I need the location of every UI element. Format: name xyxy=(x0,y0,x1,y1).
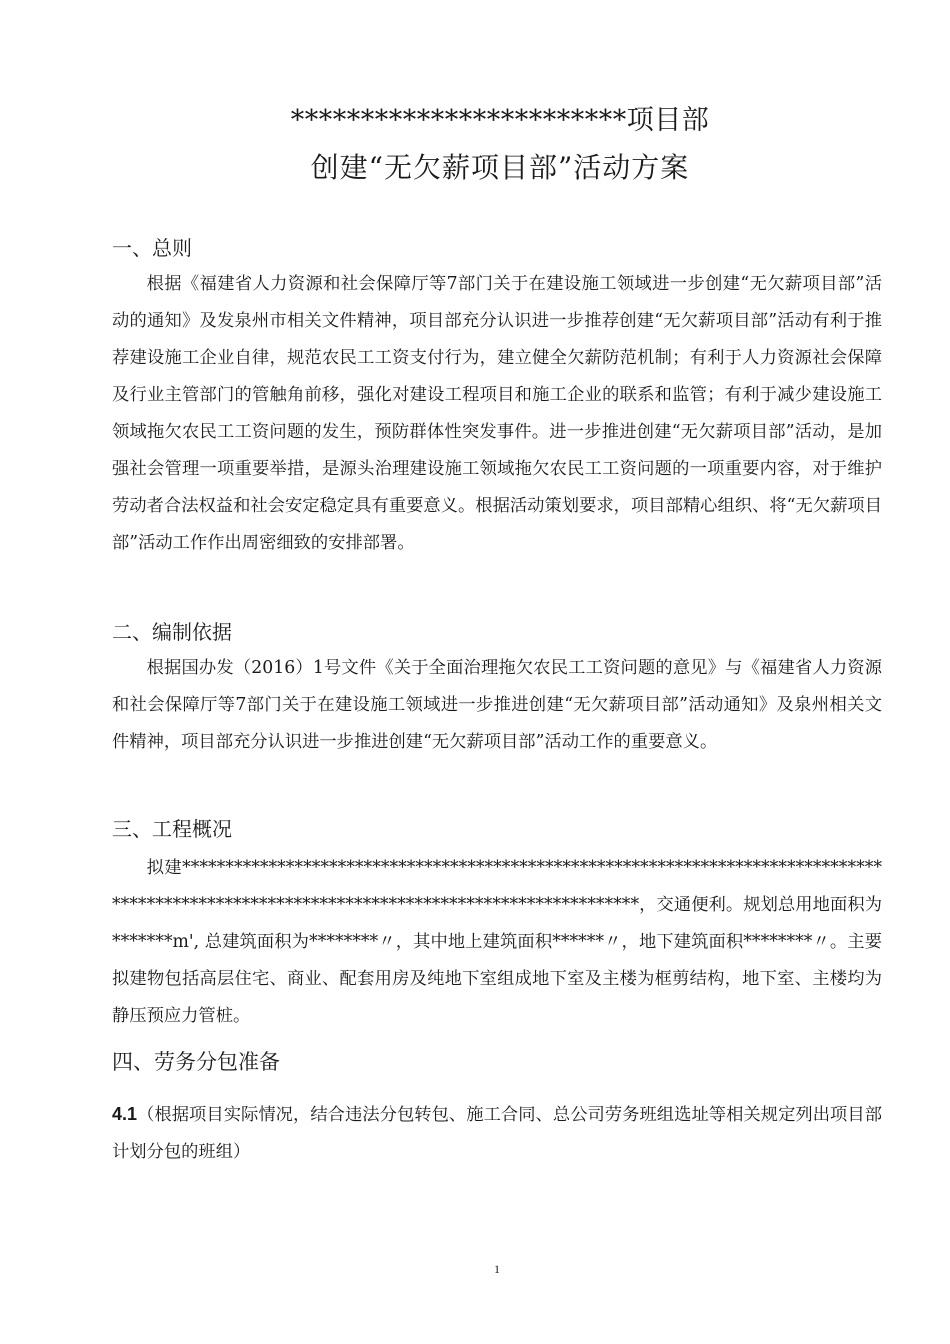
section-heading-overview: 三、工程概况 xyxy=(112,817,232,841)
overview-line2: **********************************************************************，交通便利。 xyxy=(112,858,882,915)
document-title-line1: ************************项目部 xyxy=(290,105,710,136)
overview-line1: 拟建************************************************************************ xyxy=(146,858,805,878)
document-title-line2: 创建“无欠薪项目部”活动方案 xyxy=(310,151,690,184)
section-heading-general: 一、总则 xyxy=(112,236,192,260)
section-paragraph-general: 根据《福建省人力资源和社会保障厅等7部门关于在建设施工领域进一步创建“无欠薪项目部”活动的通知》及发泉州市相关文件精神，项目部充分认识进一步推荐创建“无欠薪项目部”活动有利于推荐建设施工企业自律，规范农民工工资支付行为，建立健全欠薪防范机制；有利于人力资源社会保障及行业主管部门的管触角前移，强化对建设工程项目和施工企业的联系和监管；有利于减少建设施工领域拖欠农民工工资问题的发生，预防群体性突发事件。进一步推进创建“无欠薪项目部”活动，是加强社会管理一项重要举措，是源头治理建设施工领域拖欠农民工工资问题的一项重要内容，对于维护劳动者合法权益和社会安定稳定具有重要意义。根据活动策划要求，项目部精心组织、将“无欠薪项目部”活动工作作出周密细致的安排部署。 xyxy=(112,274,882,553)
section-heading-basis: 二、编制依据 xyxy=(112,620,232,644)
page-number: 1 xyxy=(494,1262,500,1276)
section-paragraph-overview xyxy=(112,850,882,1035)
item-text: （根据项目实际情况，结合违法分包转包、施工合同、总公司劳务班组选址等相关规定列出项目部计划分包的班组） xyxy=(112,1105,882,1162)
item-number: 4.1 xyxy=(112,1104,138,1124)
section-item-4-1 xyxy=(112,1096,882,1171)
section-paragraph-basis: 根据国办发（2016）1号文件《关于全面治理拖欠农民工工资问题的意见》与《福建省人力资源和社会保障厅等7部门关于在建设施工领域进一步推进创建“无欠薪项目部”活动通知》及泉州相关文件精神，项目部充分认识进一步推进创建“无欠薪项目部”活动工作的重要意义。 xyxy=(112,658,882,752)
section-heading-labor: 四、劳务分包准备 xyxy=(112,1050,280,1074)
overview-rest: 规划总用地面积为*******m', 总建筑面积为********〃，其中地上建筑面积******〃，地下建筑面积********〃。主要拟建物包括高层住宅、商业、配套用房及纯地下室组成地下室及主楼为框剪结构，地下室、主楼均为静压预应力管桩。 xyxy=(112,895,882,1026)
